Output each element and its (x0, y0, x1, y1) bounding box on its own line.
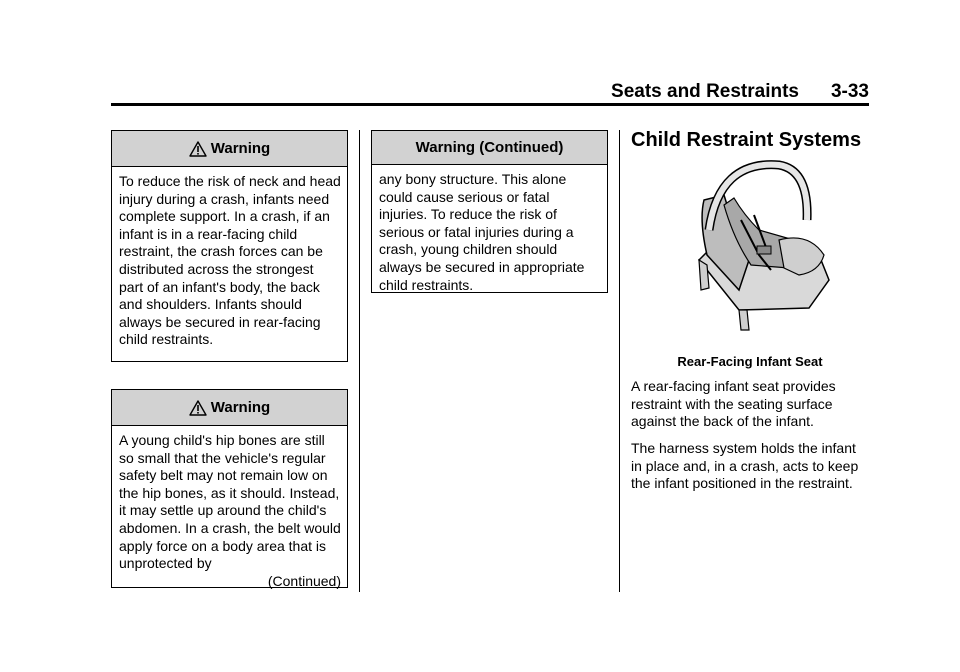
warning-text: A young child's hip bones are still so small that the vehicle's regular safety belt may not remain low on the hip bones, as it should. Instead, it may settle up around the child's abdomen. In a crash, the belt would apply force on a body area that is unprotected by (119, 432, 341, 572)
section-title: Child Restraint Systems (631, 129, 862, 151)
warning-box-continued (371, 130, 608, 293)
warning-body (112, 426, 347, 596)
warning-box-hip-bones (111, 389, 348, 588)
warning-body (112, 167, 347, 355)
warning-title: Warning (210, 399, 271, 416)
warning-text: any bony structure. This alone could cause serious or fatal injuries. To reduce the risk of serious or fatal injuries during a crash, young children should always be secured in appropriate child restraints. (379, 171, 585, 293)
infant-seat-illustration (679, 160, 839, 335)
page-header (111, 80, 869, 104)
column-divider-2 (619, 130, 620, 592)
header-rule (111, 103, 869, 106)
paragraph-1: A rear-facing infant seat provides restraint with the seating surface against the back of the infant. (631, 378, 836, 430)
warning-header (112, 131, 347, 167)
figure-caption: Rear-Facing Infant Seat (677, 354, 823, 369)
warning-triangle-icon (189, 141, 207, 157)
page-number: 3-33 (830, 81, 869, 102)
warning-triangle-icon (189, 400, 207, 416)
warning-text: To reduce the risk of neck and head injury during a crash, infants need complete support. In a crash, if an infant is in a rear-facing child restraint, the crash forces can be distributed across the strongest part of an infant's body, the back and shoulders. Infants should always be secured in rear-facing child restraints. (119, 173, 341, 348)
rear-facing-infant-seat-icon (679, 160, 839, 335)
chapter-title: Seats and Restraints (611, 81, 799, 102)
warning-box-neck-head (111, 130, 348, 362)
column-divider-1 (359, 130, 360, 592)
warning-body (372, 165, 607, 300)
paragraph-2: The harness system holds the infant in place and, in a crash, acts to keep the infant positioned in the restraint. (631, 440, 859, 492)
warning-title: Warning (210, 140, 271, 157)
warning-title: Warning (Continued) (415, 139, 564, 156)
warning-header (112, 390, 347, 426)
continued-label: (Continued) (267, 572, 341, 589)
warning-header (372, 131, 607, 165)
